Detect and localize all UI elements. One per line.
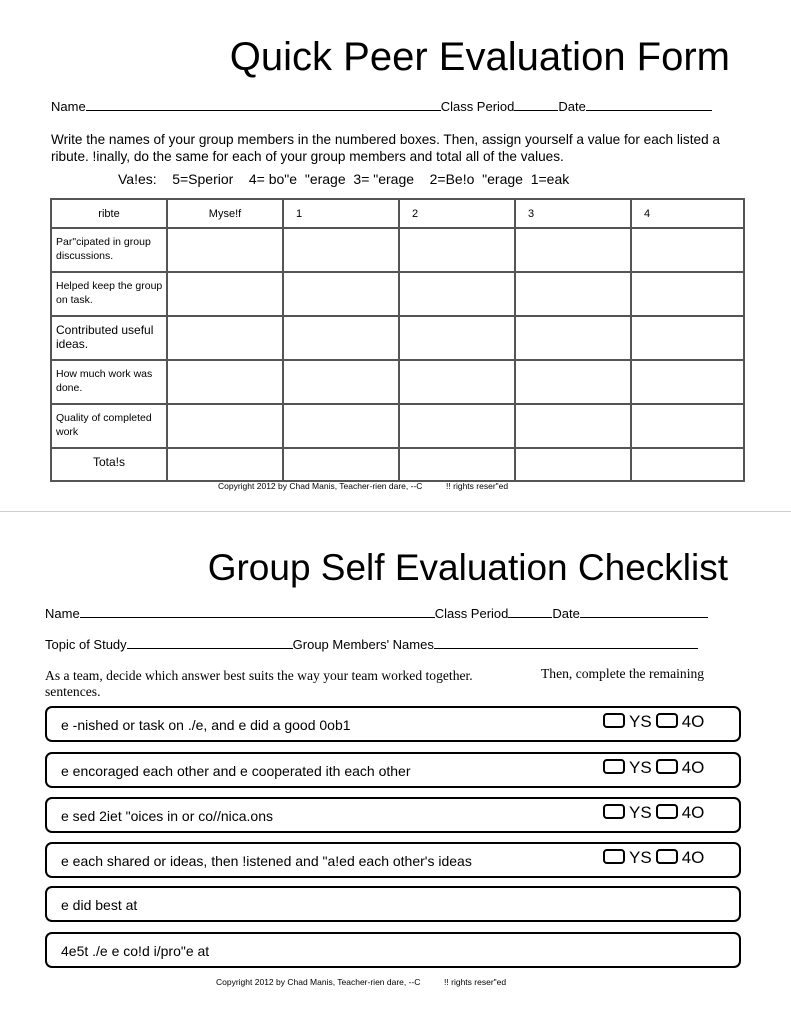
score-cell[interactable] (167, 228, 283, 272)
checklist-item (45, 752, 741, 788)
score-cell[interactable] (515, 360, 631, 404)
score-cell[interactable] (167, 316, 283, 360)
yes-no-options (603, 847, 708, 871)
form1-header-fields (51, 99, 712, 115)
score-cell[interactable] (283, 360, 399, 404)
values-label: Va!es: (118, 171, 157, 187)
page-divider (0, 511, 791, 512)
total-cell[interactable] (515, 448, 631, 481)
table-row (51, 404, 744, 448)
yes-checkbox[interactable] (603, 849, 625, 864)
score-cell[interactable] (399, 228, 515, 272)
no-checkbox[interactable] (656, 804, 678, 819)
no-label: 4O (681, 848, 705, 867)
criterion-label: Contributed useful ideas. (51, 316, 167, 360)
form1-instructions: Write the names of your group members in the numbered boxes. Then, assign yourself a value for each listed a ribute. !inally, do the same for each of your group members and total all of the values. (51, 132, 720, 164)
score-cell[interactable] (167, 404, 283, 448)
yes-checkbox[interactable] (603, 759, 625, 774)
checklist-statement: e sed 2iet "oices in or co//nica.ons (61, 808, 273, 824)
yes-label: YS (629, 712, 652, 731)
score-cell[interactable] (515, 316, 631, 360)
header-member-4: 4 (631, 199, 744, 228)
value-scale (118, 170, 569, 188)
copyright-text: Copyright 2012 by Chad Manis, Teacher-rien dare, --C (218, 481, 423, 491)
yes-no-options (603, 711, 708, 735)
total-cell[interactable] (167, 448, 283, 481)
value-5: 5=Sperior (172, 171, 234, 187)
table-row (51, 272, 744, 316)
header-member-1: 1 (283, 199, 399, 228)
criterion-label: How much work was done. (51, 360, 167, 404)
class-period-label: Class Period (434, 606, 509, 621)
table-row (51, 360, 744, 404)
value-4-b: "erage (304, 171, 346, 187)
checklist-statement: e -nished or task on ./e, and e did a good 0ob1 (61, 717, 351, 733)
value-4: 4= bo"e (248, 171, 298, 187)
form2-topic-fields (45, 637, 698, 653)
header-member-2: 2 (399, 199, 515, 228)
criterion-label: Par"cipated in group discussions. (51, 228, 167, 272)
value-1: 1=eak (530, 171, 570, 187)
no-checkbox[interactable] (656, 849, 678, 864)
yes-checkbox[interactable] (603, 713, 625, 728)
score-cell[interactable] (631, 272, 744, 316)
totals-label: Tota!s (51, 448, 167, 481)
name-label: Name (51, 99, 86, 114)
peer-evaluation-table (50, 198, 745, 482)
topic-field[interactable] (127, 637, 293, 649)
class-period-field[interactable] (514, 99, 558, 111)
total-cell[interactable] (631, 448, 744, 481)
yes-label: YS (629, 848, 652, 867)
rights-text: !! rights reser"ed (444, 977, 507, 987)
form2-instruction-right: Then, complete the remaining (541, 666, 705, 681)
score-cell[interactable] (283, 316, 399, 360)
form1-copyright (218, 481, 508, 492)
header-attribute: ribte (51, 199, 167, 228)
score-cell[interactable] (515, 228, 631, 272)
value-2-b: "erage (482, 171, 523, 187)
prompt-did-best: e did best at (61, 897, 138, 913)
no-label: 4O (681, 712, 705, 731)
prompt-item[interactable] (45, 886, 741, 922)
score-cell[interactable] (283, 228, 399, 272)
total-cell[interactable] (283, 448, 399, 481)
criterion-label: Helped keep the group on task. (51, 272, 167, 316)
score-cell[interactable] (283, 272, 399, 316)
yes-no-options (603, 802, 708, 826)
header-myself: Myse!f (167, 199, 283, 228)
score-cell[interactable] (167, 272, 283, 316)
criterion-label: Quality of completed work (51, 404, 167, 448)
score-cell[interactable] (631, 404, 744, 448)
date-field[interactable] (586, 99, 712, 111)
checklist-statement: e encoraged each other and e cooperated ith each other (61, 763, 411, 779)
yes-no-options (603, 757, 708, 781)
table-row (51, 316, 744, 360)
yes-label: YS (629, 758, 652, 777)
total-cell[interactable] (399, 448, 515, 481)
no-checkbox[interactable] (656, 713, 678, 728)
score-cell[interactable] (399, 404, 515, 448)
score-cell[interactable] (399, 360, 515, 404)
copyright-text: Copyright 2012 by Chad Manis, Teacher-rien dare, --C (216, 977, 421, 987)
no-checkbox[interactable] (656, 759, 678, 774)
totals-row (51, 448, 744, 481)
name-label: Name (45, 606, 80, 621)
form2-header-fields (45, 606, 708, 622)
value-3: 3= "erage (353, 171, 415, 187)
no-label: 4O (681, 758, 705, 777)
form2-title: Group Self Evaluation Checklist (207, 547, 728, 588)
members-field[interactable] (434, 637, 698, 649)
date-label: Date (552, 606, 580, 621)
table-header-row (51, 199, 744, 228)
yes-label: YS (629, 803, 652, 822)
members-label: Group Members' Names (292, 637, 434, 652)
class-period-label: Class Period (440, 99, 515, 114)
score-cell[interactable] (631, 360, 744, 404)
form2-instruction-left: As a team, decide which answer best suits the way your team worked together. sentences. (45, 668, 473, 699)
prompt-item[interactable] (45, 932, 741, 968)
checklist-item (45, 797, 741, 833)
score-cell[interactable] (631, 228, 744, 272)
score-cell[interactable] (631, 316, 744, 360)
rights-text: !! rights reser"ed (446, 481, 509, 491)
checklist-item (45, 706, 741, 742)
checklist-statement: e each shared or ideas, then !istened and "a!ed each other's ideas (61, 853, 472, 869)
name-field[interactable] (80, 606, 435, 618)
yes-checkbox[interactable] (603, 804, 625, 819)
date-label: Date (558, 99, 586, 114)
form1-title: Quick Peer Evaluation Form (229, 35, 730, 79)
score-cell[interactable] (167, 360, 283, 404)
prompt-improve: 4e5t ./e e co!d i/pro"e at (61, 943, 210, 959)
score-cell[interactable] (399, 272, 515, 316)
checklist-item (45, 842, 741, 878)
date-field[interactable] (580, 606, 708, 618)
value-2: 2=Be!o (429, 171, 475, 187)
form2-copyright (216, 977, 506, 988)
class-period-field[interactable] (508, 606, 552, 618)
score-cell[interactable] (515, 272, 631, 316)
score-cell[interactable] (283, 404, 399, 448)
no-label: 4O (681, 803, 705, 822)
table-row (51, 228, 744, 272)
score-cell[interactable] (515, 404, 631, 448)
topic-label: Topic of Study (45, 637, 127, 652)
header-member-3: 3 (515, 199, 631, 228)
name-field[interactable] (86, 99, 441, 111)
score-cell[interactable] (399, 316, 515, 360)
